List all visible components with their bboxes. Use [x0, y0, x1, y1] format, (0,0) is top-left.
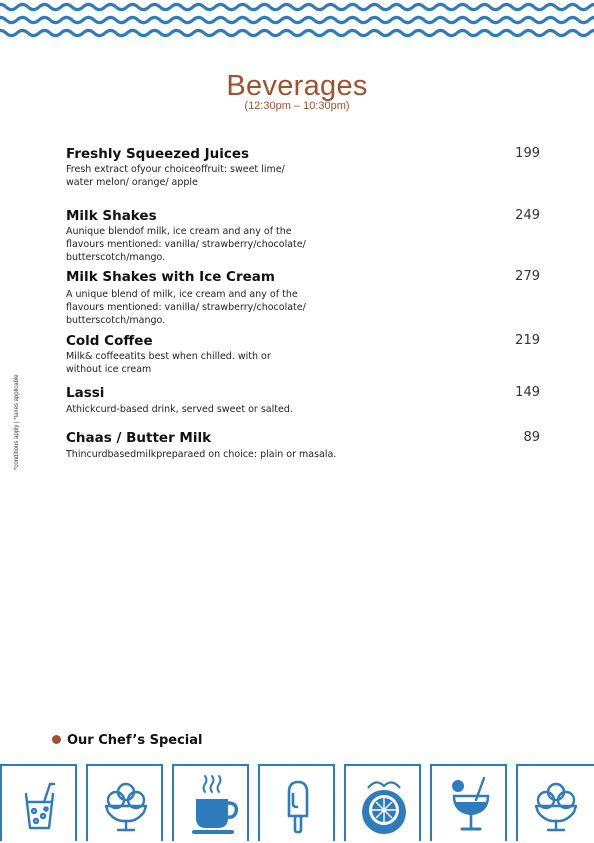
- item-description: Aunique blendof milk, ice cream and any of the flavours mentioned: vanilla/ strawberry/chocolate/ butterscotch/mango.: [66, 226, 306, 263]
- menu-item: [66, 269, 542, 327]
- chef-special-heading: Our Chef’s Special: [52, 733, 202, 748]
- item-description: A unique blend of milk, ice cream and any of the flavours mentioned: vanilla/ strawberry/chocolate/ butterscotch/mango.: [66, 289, 306, 326]
- item-description: Milk& coffeeatits best when chilled. with or without ice cream: [66, 351, 271, 375]
- cocktail-icon: [430, 764, 507, 841]
- menu-item: [66, 430, 542, 462]
- hot-coffee-cup-icon: [172, 764, 249, 841]
- item-name: Lassi: [66, 385, 105, 401]
- menu-item: [66, 333, 542, 377]
- ice-cream-cup-icon: [86, 764, 163, 841]
- item-name: Chaas / Butter Milk: [66, 430, 212, 446]
- popsicle-icon: [258, 764, 335, 841]
- sundae-icon: [516, 764, 594, 841]
- item-name: Milk Shakes: [66, 208, 157, 224]
- juice-glass-icon: [0, 764, 77, 841]
- menu-item: [66, 208, 542, 264]
- service-hours: (12:30pm – 10:30pm): [244, 100, 350, 112]
- item-description: Athickcurd-based drink, served sweet or salted.: [66, 404, 293, 415]
- coconut-icon: [344, 764, 421, 841]
- wave-border: [0, 0, 594, 42]
- menu-item: [66, 146, 542, 190]
- item-price: 219: [515, 333, 540, 348]
- item-price: 279: [515, 269, 540, 284]
- item-description: Fresh extract ofyour choiceoffruit: sweet lime/ water melon/ orange/ apple: [66, 164, 285, 188]
- item-price: 149: [515, 385, 540, 400]
- item-price: 89: [523, 430, 540, 445]
- item-name: Freshly Squeezed Juices: [66, 146, 250, 162]
- item-description: Thincurdbasedmilkpreparaed on choice: plain or masala.: [66, 449, 337, 460]
- bullet-dot-icon: [52, 735, 61, 744]
- item-price: 249: [515, 208, 540, 223]
- item-price: 199: [515, 146, 540, 161]
- menu-item: [66, 385, 542, 417]
- page-title: Beverages: [226, 70, 368, 102]
- item-name: Milk Shakes with Ice Cream: [66, 269, 275, 285]
- item-name: Cold Coffee: [66, 333, 153, 349]
- terms-note: *conditions apply | *taxes applicable: [14, 374, 20, 470]
- footer-icon-strip: [0, 764, 594, 841]
